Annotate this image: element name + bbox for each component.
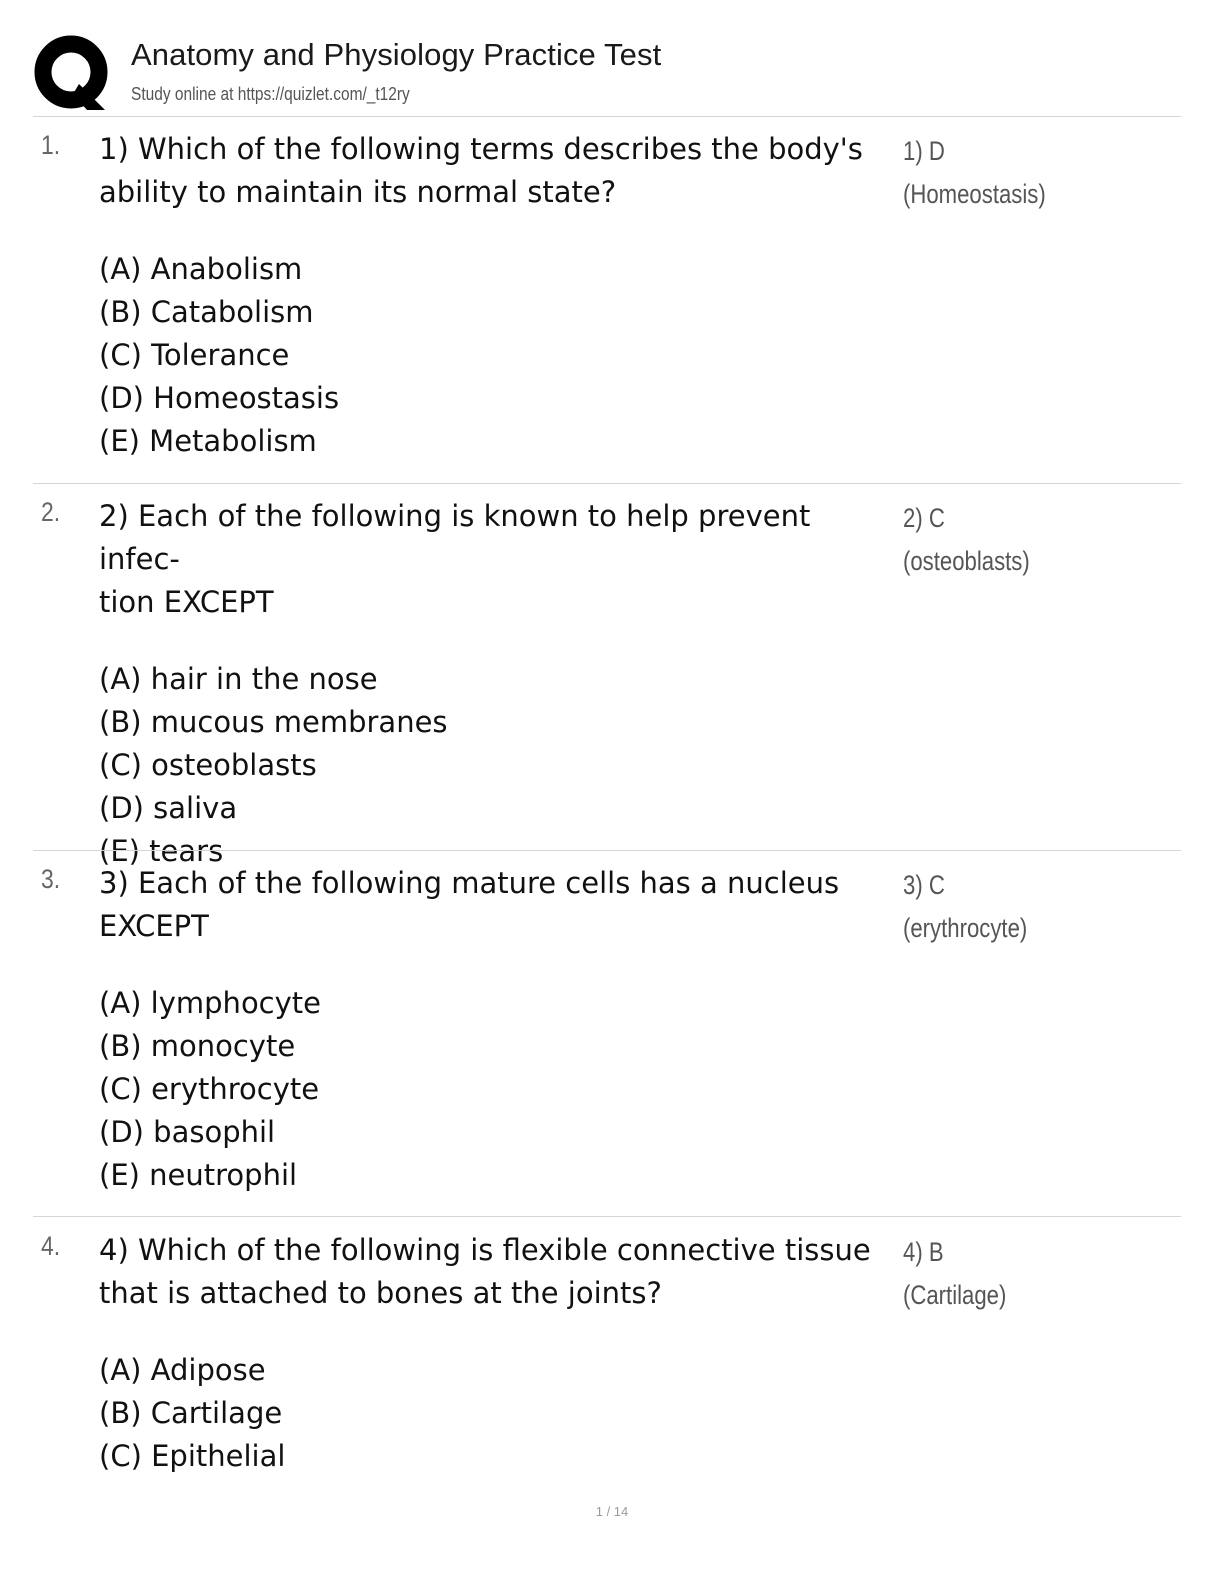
option: (B) Catabolism	[99, 295, 314, 329]
card-divider	[33, 1216, 1181, 1217]
option: (C) erythrocyte	[99, 1072, 320, 1106]
card-number: 1.	[41, 130, 61, 160]
page-title: Anatomy and Physiology Practice Test	[131, 37, 662, 72]
question-text: 1) Which of the following terms describes the body's ability to maintain its normal state?	[99, 132, 863, 209]
header-divider	[33, 116, 1181, 117]
option: (C) Tolerance	[99, 338, 290, 372]
answer-text: 3) C (erythrocyte)	[903, 870, 1028, 943]
answer-text: 4) B (Cartilage)	[903, 1237, 1007, 1310]
option: (E) neutrophil	[99, 1158, 298, 1192]
card-term	[99, 128, 899, 463]
option: (E) Metabolism	[99, 424, 317, 458]
option: (A) Adipose	[99, 1353, 266, 1387]
option: (B) monocyte	[99, 1029, 296, 1063]
option-list	[99, 248, 899, 463]
question-text: 4) Which of the following is flexible connective tissue that is attached to bones at the joints?	[99, 1233, 871, 1310]
option: (A) hair in the nose	[99, 662, 378, 696]
option: (D) Homeostasis	[99, 381, 340, 415]
card-divider	[33, 483, 1181, 484]
option: (B) mucous membranes	[99, 705, 448, 739]
option-list	[99, 982, 899, 1197]
card-term	[99, 1229, 899, 1478]
question-text: 3) Each of the following mature cells has a nucleus EXCEPT	[99, 866, 840, 943]
card-number: 3.	[41, 864, 61, 894]
option-list	[99, 658, 899, 873]
study-link[interactable]: Study online at https://quizlet.com/_t12ry	[131, 84, 410, 104]
option: (A) lymphocyte	[99, 986, 322, 1020]
quizlet-logo	[33, 34, 111, 112]
option: (E) tears	[99, 834, 224, 868]
card-number: 4.	[41, 1231, 61, 1261]
card-divider	[33, 850, 1181, 851]
card-number: 2.	[41, 497, 61, 527]
option: (B) Cartilage	[99, 1396, 283, 1430]
page-number: 1 / 14	[595, 1504, 629, 1519]
option: (D) basophil	[99, 1115, 276, 1149]
option: (D) saliva	[99, 791, 238, 825]
question-text: 2) Each of the following is known to help prevent infec- tion EXCEPT	[99, 499, 811, 619]
answer-text: 2) C (osteoblasts)	[903, 503, 1030, 576]
card-term	[99, 495, 899, 873]
option: (A) Anabolism	[99, 252, 303, 286]
card-term	[99, 862, 899, 1197]
option: (C) Epithelial	[99, 1439, 286, 1473]
option-list	[99, 1349, 899, 1478]
option: (C) osteoblasts	[99, 748, 317, 782]
answer-text: 1) D (Homeostasis)	[903, 136, 1046, 209]
